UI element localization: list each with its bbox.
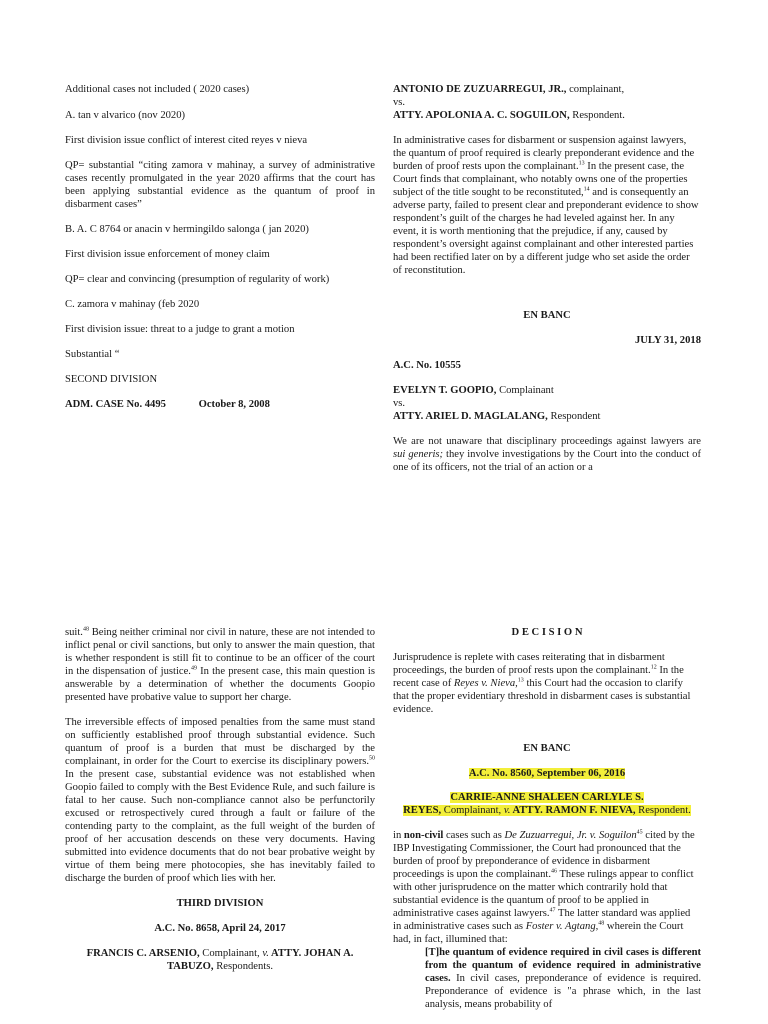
note-qp-c: Substantial “ [65, 349, 120, 360]
text: In administrative cases for disbarment or suspension against lawyers, the quantum of proof required is clearly preponderant evidence and the burden of proof rests upon the complainant. [393, 135, 695, 172]
footnote-ref: 46 [551, 868, 557, 875]
heading-text: EN BANC [523, 743, 571, 754]
party-name: EVELYN T. GOOPIO, [393, 385, 497, 396]
text: In the present case, the Court finds that complainant, who notably owns one of the properties subject of the title sought to be reconstituted, [393, 161, 688, 198]
party-role: Complainant [496, 385, 554, 396]
note-qp-b: QP= clear and convincing (presumption of regularity of work) [65, 274, 330, 285]
date-text: JULY 31, 2018 [634, 335, 701, 346]
case-title: De Zuzuarregui, Jr. v. Soguilon [504, 830, 637, 841]
text: These rulings appear to conflict with other jurisprudence on the matter which contrarily hold that substantial evidence is the quantum of proof to be applied in administrative cases against lawyers. [393, 869, 694, 919]
en-banc-heading [393, 742, 701, 755]
latin-term: sui generis; [393, 449, 444, 460]
block-quote [393, 946, 701, 1011]
text: wherein the Court had, in fact, illumined that: [393, 921, 684, 945]
left-top-notes [65, 83, 375, 411]
text: this Court had the occasion to clarify that the proper evidentiary threshold in disbarment cases is substantial evidence. [393, 678, 691, 715]
decision-date [393, 334, 701, 347]
footnote-ref: 12 [650, 664, 657, 671]
party-role: Respondent. [635, 805, 691, 816]
text: Jurisprudence is replete with cases reiterating that in disbarment proceedings, the burden of proof rests upon the complainant. [393, 652, 665, 676]
ac-text: A.C. No. 10555 [393, 360, 461, 371]
decision-heading [393, 626, 701, 639]
footnote-ref: 49 [190, 665, 197, 672]
excerpt-paragraph-2 [393, 435, 701, 474]
footnote-ref: 48 [598, 920, 605, 927]
parties-line [65, 947, 375, 973]
party-role: Respondent [547, 411, 601, 422]
party-role: Respondent. [569, 110, 625, 121]
parties-line-2 [393, 109, 701, 122]
ac-number-highlighted [393, 767, 701, 780]
ac-number [65, 922, 375, 935]
party-role: Complainant, [199, 948, 263, 959]
text: In civil cases, preponderance of evidence is required. Preponderance of evidence is "a phrase which, in the last analysis, means probability of [425, 973, 701, 1010]
versus: vs. [393, 97, 406, 108]
footnote-ref: 50 [369, 755, 375, 762]
versus: vs. [393, 398, 406, 409]
ac-number [393, 359, 701, 372]
parties-highlighted [393, 791, 701, 817]
note-item-b: B. A. C 8764 or anacin v hermingildo salonga ( jan 2020) [65, 224, 309, 235]
party-name: ANTONIO DE ZUZUARREGUI, JR., [393, 84, 567, 95]
case-number: ADM. CASE No. 4495 [65, 399, 166, 410]
text: In the present case, substantial evidence was not established when Goopio failed to comply with the Best Evidence Rule, and such failure is fatal to her cause. Such non-compliance cannot also be perfunctorily excused or retrospectively cured through a fault or failure of the contending party to the complaint, as the full weight of the burden of proof of her accusation descends on these very documents. Having submitted into evidence documents that do not bear probative weight by virtue of them being mere photocopies, she has inevitably failed to discharge the burden of proof which lies with her. [65, 769, 375, 884]
text: We are not unaware that disciplinary proceedings against lawyers are [393, 436, 701, 447]
text: The latter standard was applied in administrative cases such as [393, 908, 691, 932]
note-item-c: C. zamora v mahinay (feb 2020 [65, 299, 200, 310]
parties-line-4 [393, 410, 701, 423]
left-bottom-excerpt [65, 626, 375, 973]
footnote-ref: 13 [578, 160, 585, 167]
text: and is consequently an adverse party, failed to present clear and preponderant evidence to show respondent’s guilt of the charges he had leveled against her. In any event, it is worth mentioning that the prejudice, if any, caused by respondent’s oversight against complainant and other interested parties had been rectified later on by a different judge who set aside the order of reconstitution. [393, 187, 699, 276]
text: Being neither criminal nor civil in nature, these are not intended to inflict penal or civil sanctions, but only to answer the main question, that is whether respondent is still fit to continue to be an officer of the court in the dispensation of justice. [65, 627, 375, 677]
excerpt-paragraph [393, 829, 701, 946]
versus: v. [503, 805, 511, 816]
party-name: FRANCIS C. ARSENIO, [86, 948, 200, 959]
emphasis: [T]he quantum of evidence required in civil cases is different from the quantum of evidence required in administrative cases. [425, 947, 701, 984]
ac-text: A.C. No. 8658, April 24, 2017 [154, 923, 286, 934]
note-qp-a: QP= substantial “citing zamora v mahinay, a survey of administrative cases recently promulgated in the year 2020 affirms that the court has been applying substantial evidence as the quantum of proof in disbarment cases” [65, 160, 375, 210]
text: cases such as [443, 830, 505, 841]
note-issue-c: First division issue: threat to a judge to grant a motion [65, 324, 295, 335]
notes-heading: Additional cases not included ( 2020 cases) [65, 84, 250, 95]
parties-highlighted-line-2 [403, 805, 691, 816]
footnote-ref: 45 [636, 829, 643, 836]
case-title: Reyes v. Nieva, [453, 678, 518, 689]
footnote-ref: 14 [583, 186, 590, 193]
footnote-ref: 13 [517, 677, 524, 684]
footnote-ref: 48 [82, 626, 89, 633]
heading-text: EN BANC [523, 310, 571, 321]
party-name: ATTY. APOLONIA A. C. SOGUILON, [393, 110, 570, 121]
text: In the present case, this main question is answerable by a determination of whether the documents Goopio presented have probative value to support her charge. [65, 666, 375, 703]
right-top-excerpt [393, 83, 701, 474]
excerpt-paragraph [65, 716, 375, 885]
footnote-ref: 47 [549, 907, 556, 914]
emphasis: non-civil [403, 830, 444, 841]
text: In the recent case of [393, 665, 684, 689]
excerpt-paragraph [393, 134, 701, 277]
text: suit. [65, 627, 83, 638]
party-name: ATTY. JOHAN A. TABUZO, [166, 948, 354, 972]
versus: v. [262, 948, 269, 959]
text: cited by the IBP Investigating Commissioner, the Court had pronounced that the burden of proof by preponderance of evidence in disbarment proceedings is upon the complainant. [393, 830, 695, 880]
ac-text: A.C. No. 8560, September 06, 2016 [468, 768, 626, 779]
party-name: CARRIE-ANNE SHALEEN CARLYLE S. [450, 792, 644, 803]
case-line [65, 398, 375, 411]
text: in [393, 830, 404, 841]
parties-line-3 [393, 384, 701, 397]
right-bottom-excerpt [393, 626, 701, 1011]
text: they involve investigations by the Court into the conduct of one of its officers, not the trial of an action or a [393, 449, 701, 473]
party-role: Respondents. [213, 961, 274, 972]
party-name: REYES, [403, 805, 442, 816]
party-role: complainant, [566, 84, 625, 95]
excerpt-paragraph [65, 626, 375, 704]
heading-text: THIRD DIVISION [176, 898, 264, 909]
note-issue-a: First division issue conflict of interest cited reyes v nieva [65, 135, 308, 146]
excerpt-paragraph [393, 651, 701, 716]
division-heading: SECOND DIVISION [65, 374, 158, 385]
heading-text: D E C I S I O N [511, 627, 583, 638]
note-item-a: A. tan v alvarico (nov 2020) [65, 110, 186, 121]
case-title: Foster v. Agtang, [525, 921, 599, 932]
division-heading [65, 897, 375, 910]
party-name: ATTY. RAMON F. NIEVA, [510, 805, 636, 816]
case-date: October 8, 2008 [198, 399, 270, 410]
text: The irreversible effects of imposed penalties from the same must stand on sufficiently established proof through substantial evidence. Such quantum of proof is a burden that must be discharged by the complainant, in order for the Court to exercise its disciplinary powers. [65, 717, 375, 767]
note-issue-b: First division issue enforcement of money claim [65, 249, 270, 260]
party-name: ATTY. ARIEL D. MAGLALANG, [393, 411, 548, 422]
parties-line-1 [393, 83, 701, 96]
party-role: Complainant, [441, 805, 504, 816]
en-banc-heading [393, 309, 701, 322]
